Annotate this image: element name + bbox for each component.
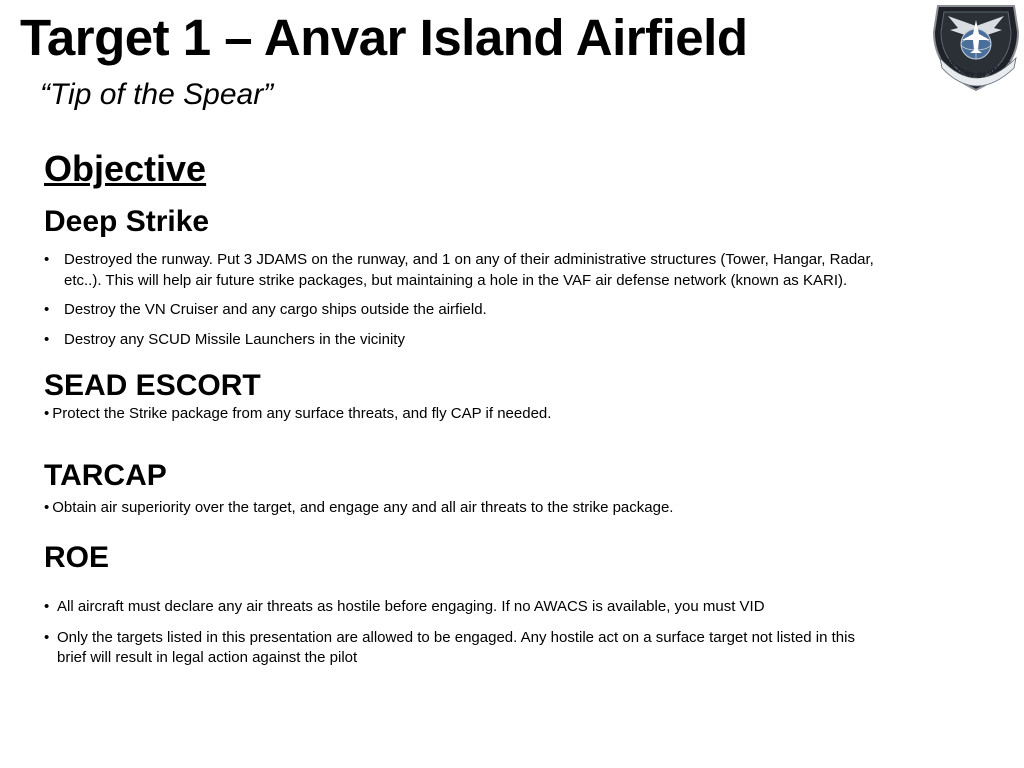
- roe-item: • All aircraft must declare any air threats as hostile before engaging. If no AWACS is available, you must VID: [44, 597, 904, 618]
- deep-strike-item: • Destroyed the runway. Put 3 JDAMS on the runway, and 1 on any of their administrative structures (Tower, Hangar, Radar, etc..). This will help air future strike packages, but maintaining a hole in the VAF air defense network (known as KARI).: [44, 250, 904, 291]
- objective-heading: Objective: [44, 148, 207, 189]
- tarcap-text-row: [44, 498, 904, 518]
- deep-strike-list: [44, 250, 904, 350]
- briefing-content: [44, 146, 904, 669]
- tarcap-title: TARCAP: [44, 459, 167, 492]
- deep-strike-item: • Destroy any SCUD Missile Launchers in the vicinity: [44, 330, 904, 351]
- deep-strike-item: • Destroy the VN Cruiser and any cargo ships outside the airfield.: [44, 300, 904, 321]
- squadron-emblem-icon: [928, 0, 1024, 94]
- sead-escort-title: SEAD ESCORT: [44, 369, 261, 402]
- sead-escort-text-row: [44, 404, 904, 424]
- roe-title: ROE: [44, 541, 110, 574]
- sead-escort-text: Protect the Strike package from any surface threats, and fly CAP if needed.: [52, 405, 552, 422]
- bullet-glyph: •: [44, 405, 50, 422]
- roe-item: • Only the targets listed in this presentation are allowed to be engaged. Any hostile act on a surface target not listed in this brief will result in legal action against the pilot: [44, 628, 857, 669]
- page-subtitle: “Tip of the Spear”: [40, 78, 274, 111]
- emblem-motto: VICTORY BY VALOR: [944, 57, 1012, 81]
- bullet-glyph: •: [44, 499, 50, 516]
- deep-strike-title: Deep Strike: [44, 205, 210, 238]
- tarcap-text: Obtain air superiority over the target, and engage any and all air threats to the strike package.: [52, 499, 674, 516]
- roe-list: [44, 597, 904, 669]
- page-title: Target 1 – Anvar Island Airfield: [20, 9, 748, 66]
